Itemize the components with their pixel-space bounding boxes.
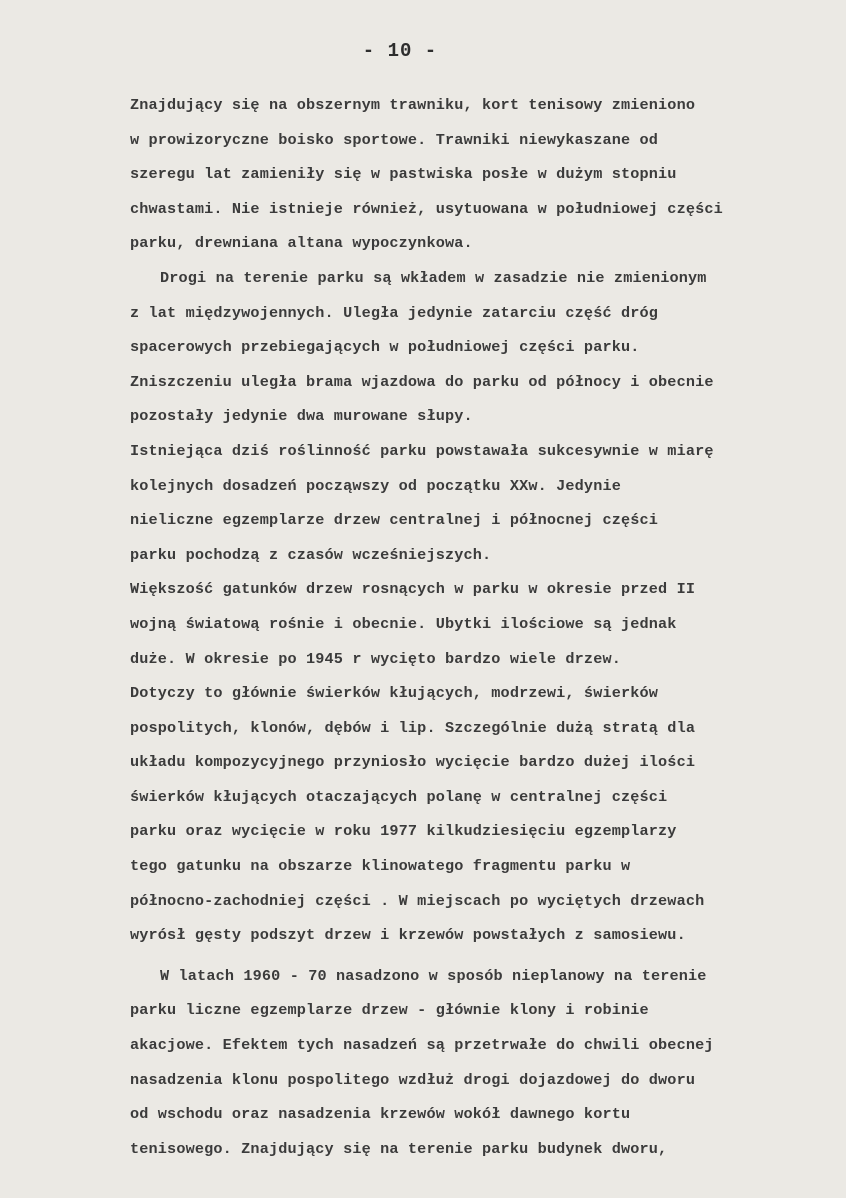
text-line: Drogi na terenie parku są wkładem w zasadzie nie zmienionym [160,268,707,287]
text-line: Istniejąca dziś roślinność parku powstawała sukcesywnie w miarę [130,441,714,460]
text-line: pozostały jedynie dwa murowane słupy. [130,407,473,426]
page-number: - 10 - [362,40,438,62]
text-line: chwastami. Nie istnieje również, usytuowana w południowej części [130,199,723,218]
text-line: Dotyczy to głównie świerków kłujących, modrzewi, świerków [130,684,659,703]
text-line: kolejnych dosadzeń począwszy od początku XXw. Jedynie [130,476,621,495]
text-line: parku oraz wycięcie w roku 1977 kilkudziesięciu egzemplarzy [130,822,677,841]
body-text [130,88,830,1166]
text-line: tenisowego. Znajdujący się na terenie parku budynek dworu, [130,1139,668,1158]
text-line: wyrósł gęsty podszyt drzew i krzewów powstałych z samosiewu. [130,926,686,945]
text-line: z lat międzywojennych. Uległa jedynie zatarciu część dróg [130,303,659,322]
text-line: szeregu lat zamieniły się w pastwiska posłe w dużym stopniu [130,165,677,184]
text-line: parku, drewniana altana wypoczynkowa. [130,234,473,253]
text-line: nieliczne egzemplarze drzew centralnej i północnej części [130,511,659,530]
text-line: parku pochodzą z czasów wcześniejszych. [130,545,492,564]
text-line: akacjowe. Efektem tych nasadzeń są przetrwałe do chwili obecnej [130,1036,714,1055]
text-line: spacerowych przebiegających w południowej części parku. [130,338,640,357]
text-line: W latach 1960 - 70 nasadzono w sposób nieplanowy na terenie [160,966,707,985]
text-line: w prowizoryczne boisko sportowe. Trawniki niewykaszane od [130,130,659,149]
text-line: wojną światową rośnie i obecnie. Ubytki ilościowe są jednak [130,614,677,633]
text-line: świerków kłujących otaczających polanę w centralnej części [130,787,668,806]
text-line: Znajdujący się na obszernym trawniku, kort tenisowy zmieniono [130,96,696,114]
text-line: duże. W okresie po 1945 r wycięto bardzo wiele drzew. [130,649,621,668]
text-line: Większość gatunków drzew rosnących w parku w okresie przed II [130,580,696,599]
text-line: tego gatunku na obszarze klinowatego fragmentu parku w [130,857,631,876]
text-line: pospolitych, klonów, dębów i lip. Szczególnie dużą stratą dla [130,718,696,737]
text-line: parku liczne egzemplarze drzew - głównie klony i robinie [130,1001,649,1020]
text-line: od wschodu oraz nasadzenia krzewów wokół dawnego kortu [130,1105,631,1124]
text-line: układu kompozycyjnego przyniosło wycięcie bardzo dużej ilości [130,753,696,772]
text-line: nasadzenia klonu pospolitego wzdłuż drogi dojazdowej do dworu [130,1070,696,1089]
text-line: Zniszczeniu uległa brama wjazdowa do parku od północy i obecnie [130,372,714,391]
text-line: północno-zachodniej części . W miejscach po wyciętych drzewach [130,891,705,910]
